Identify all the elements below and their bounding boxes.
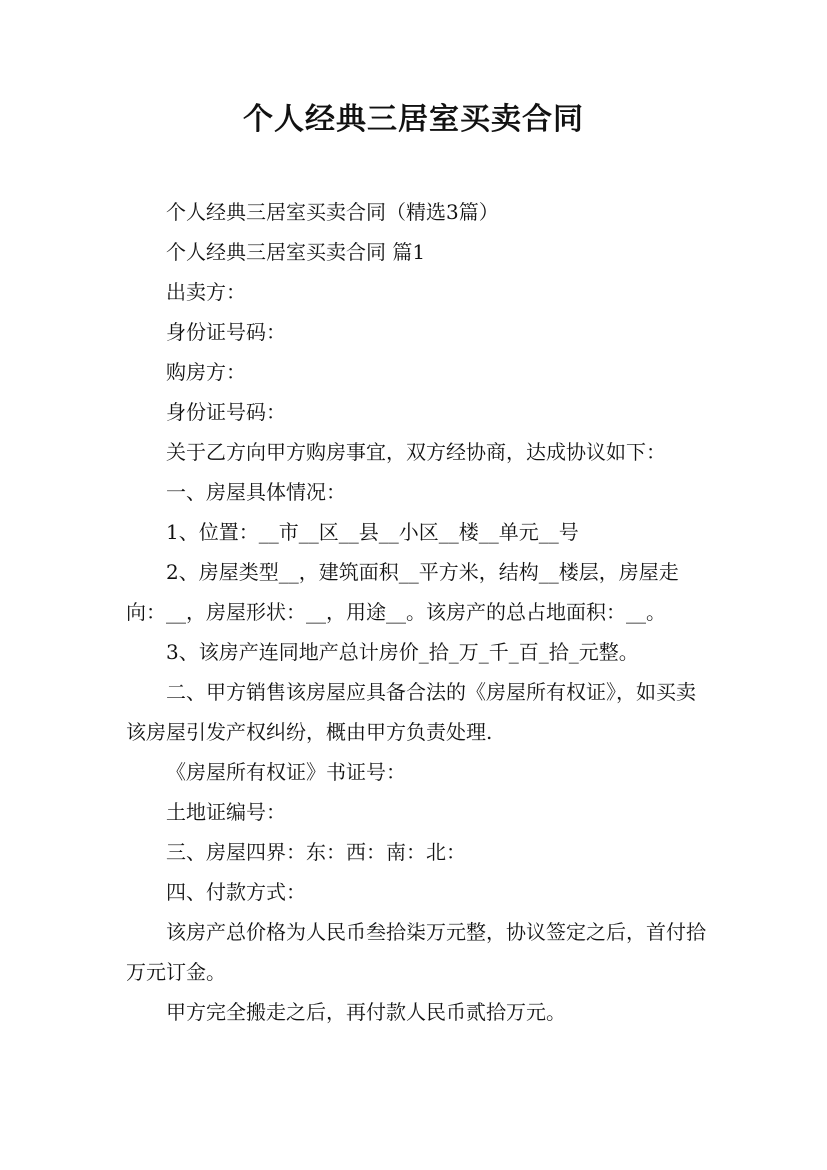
paragraph-section-two: 二、甲方销售该房屋应具备合法的《房屋所有权证》，如买卖该房屋引发产权纠纷，概由甲方负责处理.	[126, 680, 696, 744]
paragraph-section-three: 三、房屋四界：东：西：南：北：	[166, 840, 466, 864]
paragraph-buyer: 购房方：	[166, 360, 246, 384]
paragraph-section-one: 一、房屋具体情况：	[166, 480, 346, 504]
paragraph-location: 1、位置：__市__区__县__小区__楼__单元__号	[166, 520, 579, 544]
document-title: 个人经典三居室买卖合同	[243, 102, 584, 137]
paragraph-buyer-id: 身份证号码：	[166, 400, 286, 424]
paragraph-payment-second: 甲方完全搬走之后，再付款人民币贰拾万元。	[166, 1000, 566, 1024]
paragraph-agreement-intro: 关于乙方向甲方购房事宜，双方经协商，达成协议如下：	[166, 440, 666, 464]
paragraph-land-cert: 土地证编号：	[166, 800, 286, 824]
paragraph-house-type: 2、房屋类型__，建筑面积__平方米，结构__楼层，房屋走向：__，房屋形状：__，用途__。该房产的总占地面积：__。	[126, 560, 679, 624]
paragraph-payment-total: 该房产总价格为人民币叁拾柒万元整，协议签定之后，首付拾万元订金。	[126, 920, 706, 984]
paragraph-section-four: 四、付款方式：	[166, 880, 306, 904]
paragraph-property-cert: 《房屋所有权证》书证号：	[166, 760, 406, 784]
paragraph-total-price: 3、该房产连同地产总计房价_拾_万_千_百_拾_元整。	[166, 640, 639, 664]
paragraph-subtitle: 个人经典三居室买卖合同（精选3篇）	[166, 200, 499, 224]
paragraph-article-heading: 个人经典三居室买卖合同 篇1	[166, 240, 426, 264]
paragraph-seller-id: 身份证号码：	[166, 320, 286, 344]
document-body	[126, 192, 711, 1032]
paragraph-seller: 出卖方：	[166, 280, 246, 304]
